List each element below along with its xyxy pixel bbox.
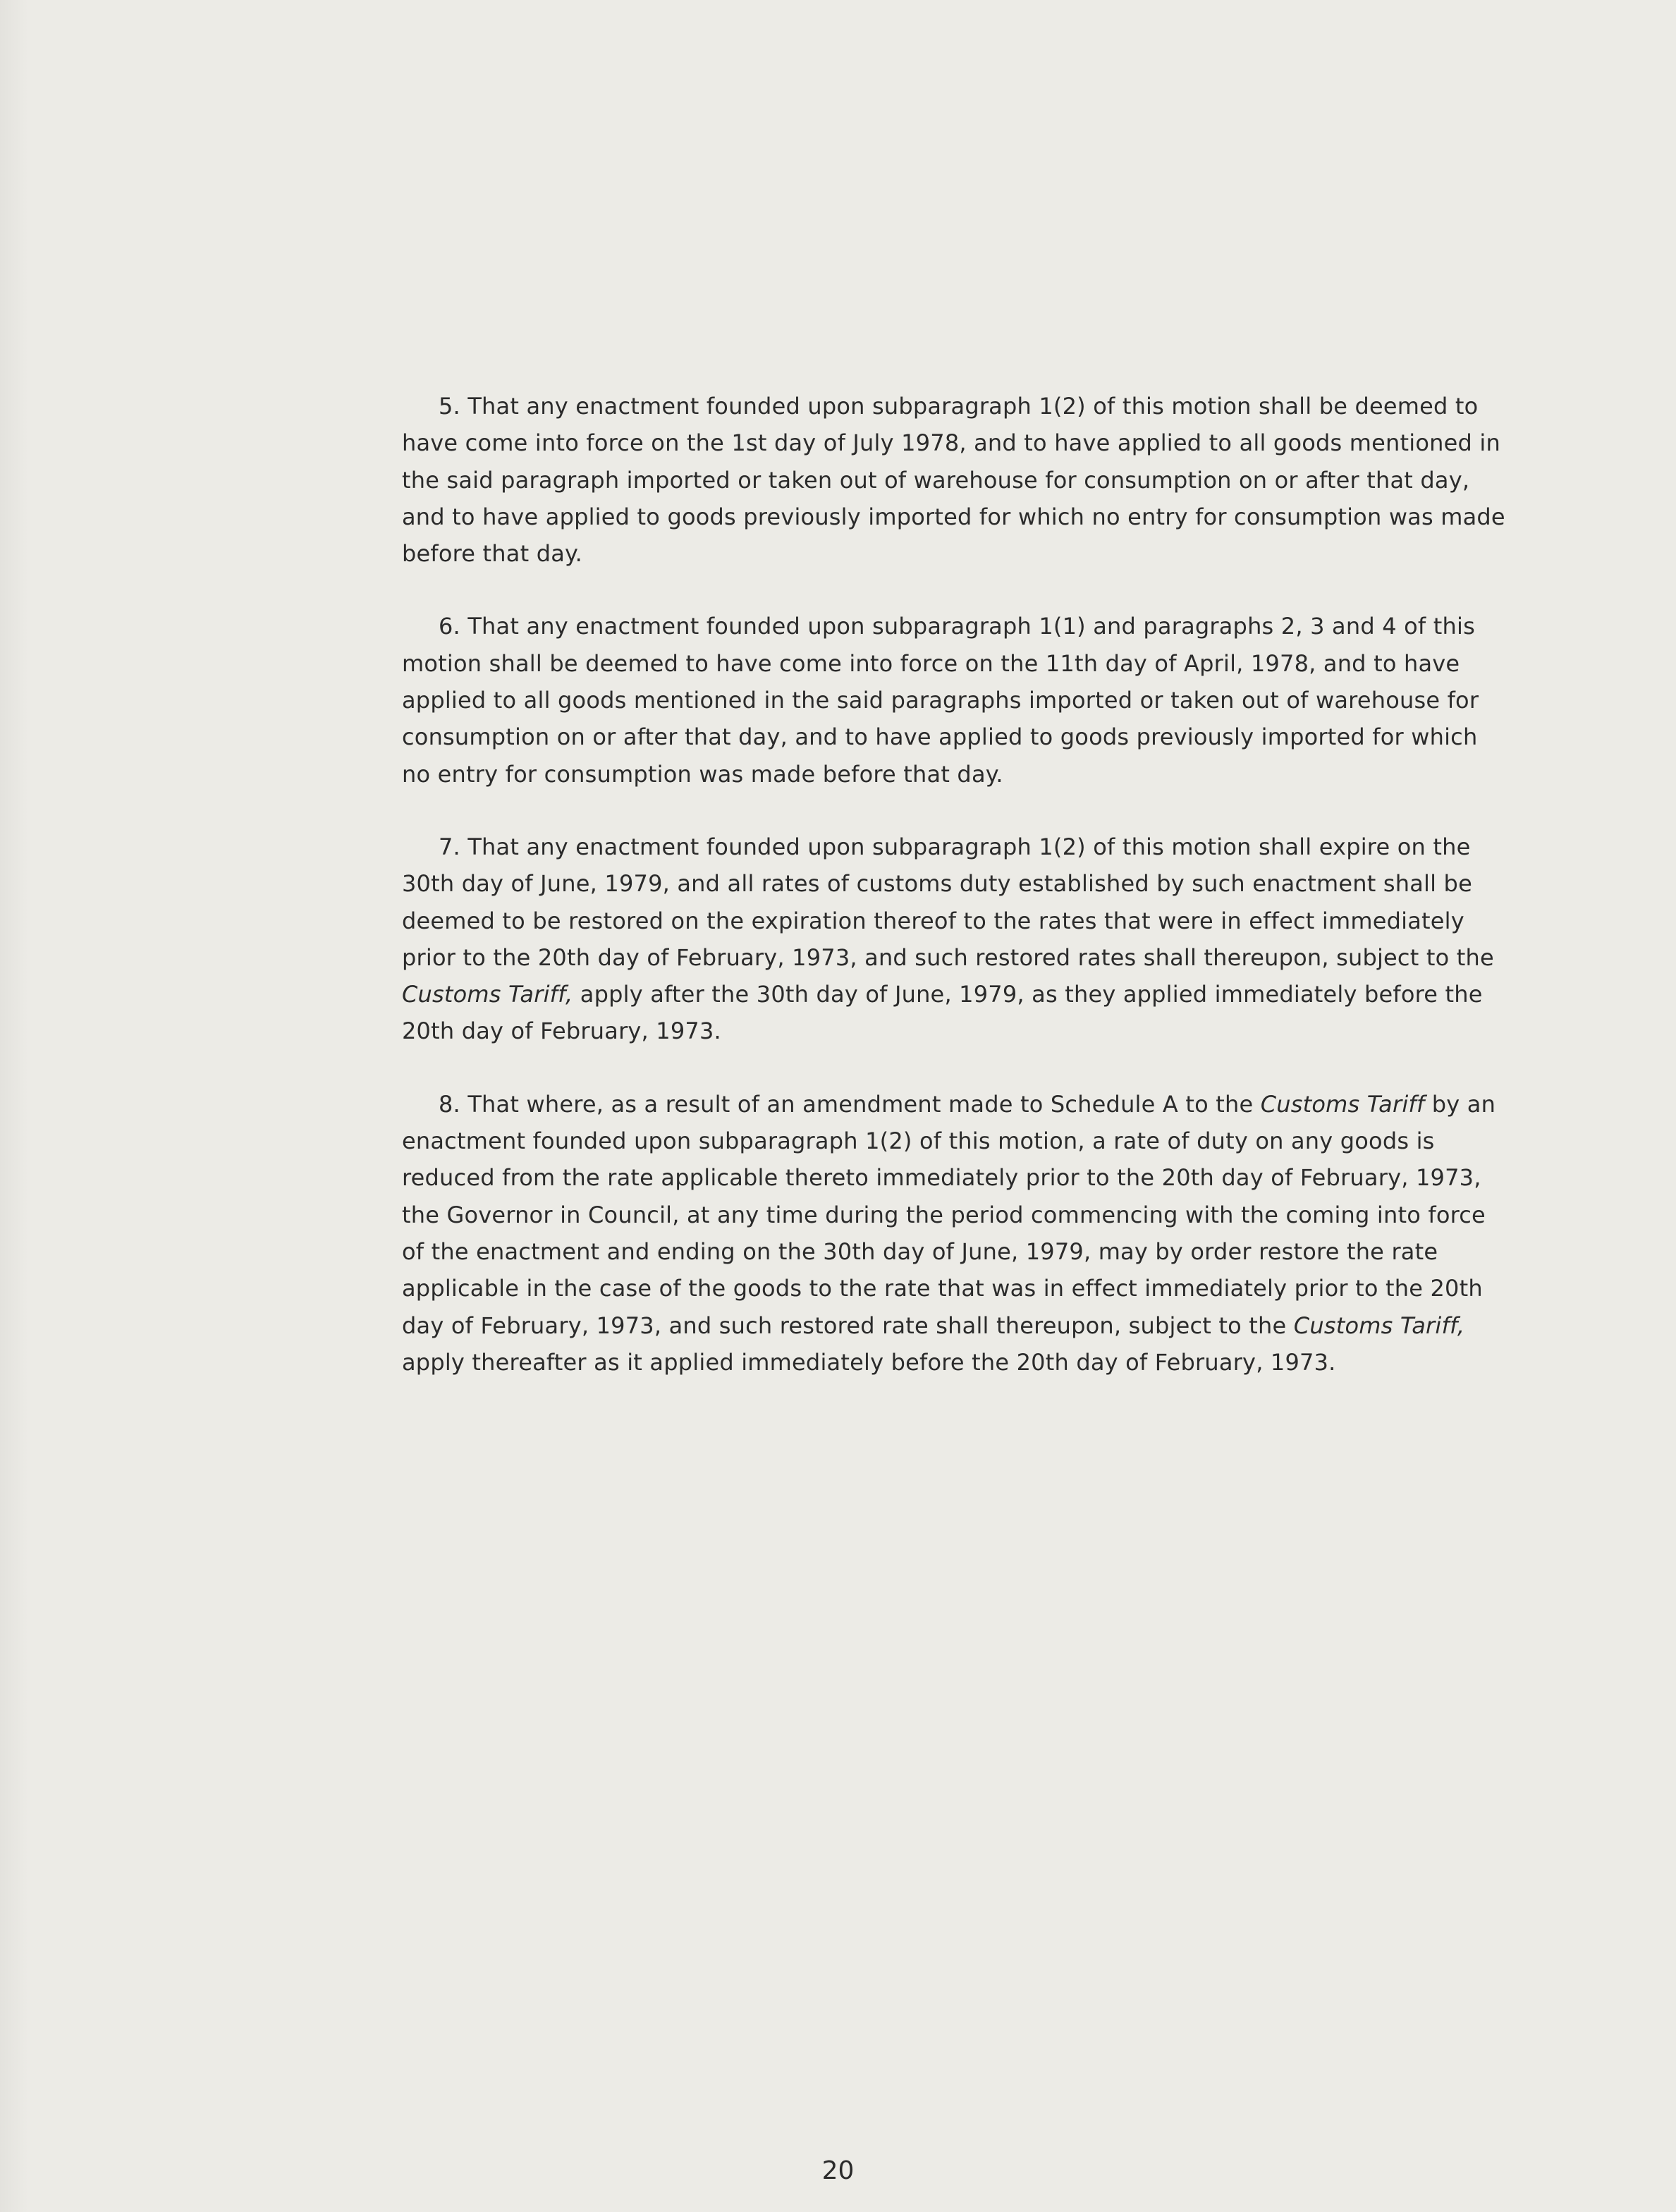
paragraph-5 xyxy=(402,388,1509,572)
paragraph-text: That any enactment founded upon subparagraph 1(1) and paragraphs 2, 3 and 4 of this motion shall be deemed to have come into force on the 11th day of April, 1978, and to have applied to all goods mentioned in the said paragraphs imported or taken out of warehouse for consumption on or after that day, and to have applied to goods previously imported for which no entry for consumption was made before that day. xyxy=(402,613,1479,788)
paragraph-number: 7. xyxy=(439,833,460,860)
page-edge-shadow xyxy=(0,0,28,2212)
paragraph-text: by an enactment founded upon subparagraph 1(2) of this motion, a rate of duty on any goods is reduced from the rate applicable thereto immediately prior to the 20th day of February, 1973, the Governor in Council, at any time during the period commencing with the coming into force of the enactment and ending on the 30th day of June, 1979, may by order restore the rate applicable in the case of the goods to the rate that was in effect immediately prior to the 20th day of February, 1973, and such restored rate shall thereupon, subject to the xyxy=(402,1090,1496,1339)
italic-customs-tariff: Customs Tariff, xyxy=(1293,1312,1465,1339)
paragraph-number: 6. xyxy=(439,613,460,640)
document-body xyxy=(402,388,1509,1417)
italic-customs-tariff: Customs Tariff, xyxy=(402,981,573,1008)
page-number: 20 xyxy=(821,2156,855,2185)
paragraph-text: apply thereafter as it applied immediately before the 20th day of February, 1973. xyxy=(402,1348,1336,1376)
paragraph-text: That any enactment founded upon subparagraph 1(2) of this motion shall expire on the 30th day of June, 1979, and all rates of customs duty established by such enactment shall be deemed to be restored on the expiration thereof to the rates that were in effect immediately prior to the 20th day of February, 1973, and such restored rates shall thereupon, subject to the xyxy=(402,833,1494,971)
paragraph-7 xyxy=(402,829,1509,1050)
italic-customs-tariff: Customs Tariff xyxy=(1260,1090,1425,1118)
paragraph-6 xyxy=(402,608,1509,792)
paragraph-text: That any enactment founded upon subparagraph 1(2) of this motion shall be deemed to have come into force on the 1st day of July 1978, and to have applied to all goods mentioned in the said paragraph imported or taken out of warehouse for consumption on or after that day, and to have applied to goods previously imported for which no entry for consumption was made before that day. xyxy=(402,393,1505,568)
paragraph-number: 8. xyxy=(439,1090,460,1118)
paragraph-text: That where, as a result of an amendment made to Schedule A to the xyxy=(467,1090,1261,1118)
paragraph-8 xyxy=(402,1086,1509,1381)
paragraph-number: 5. xyxy=(439,393,460,420)
paragraph-text: apply after the 30th day of June, 1979, as they applied immediately before the 20th day of February, 1973. xyxy=(402,981,1483,1045)
